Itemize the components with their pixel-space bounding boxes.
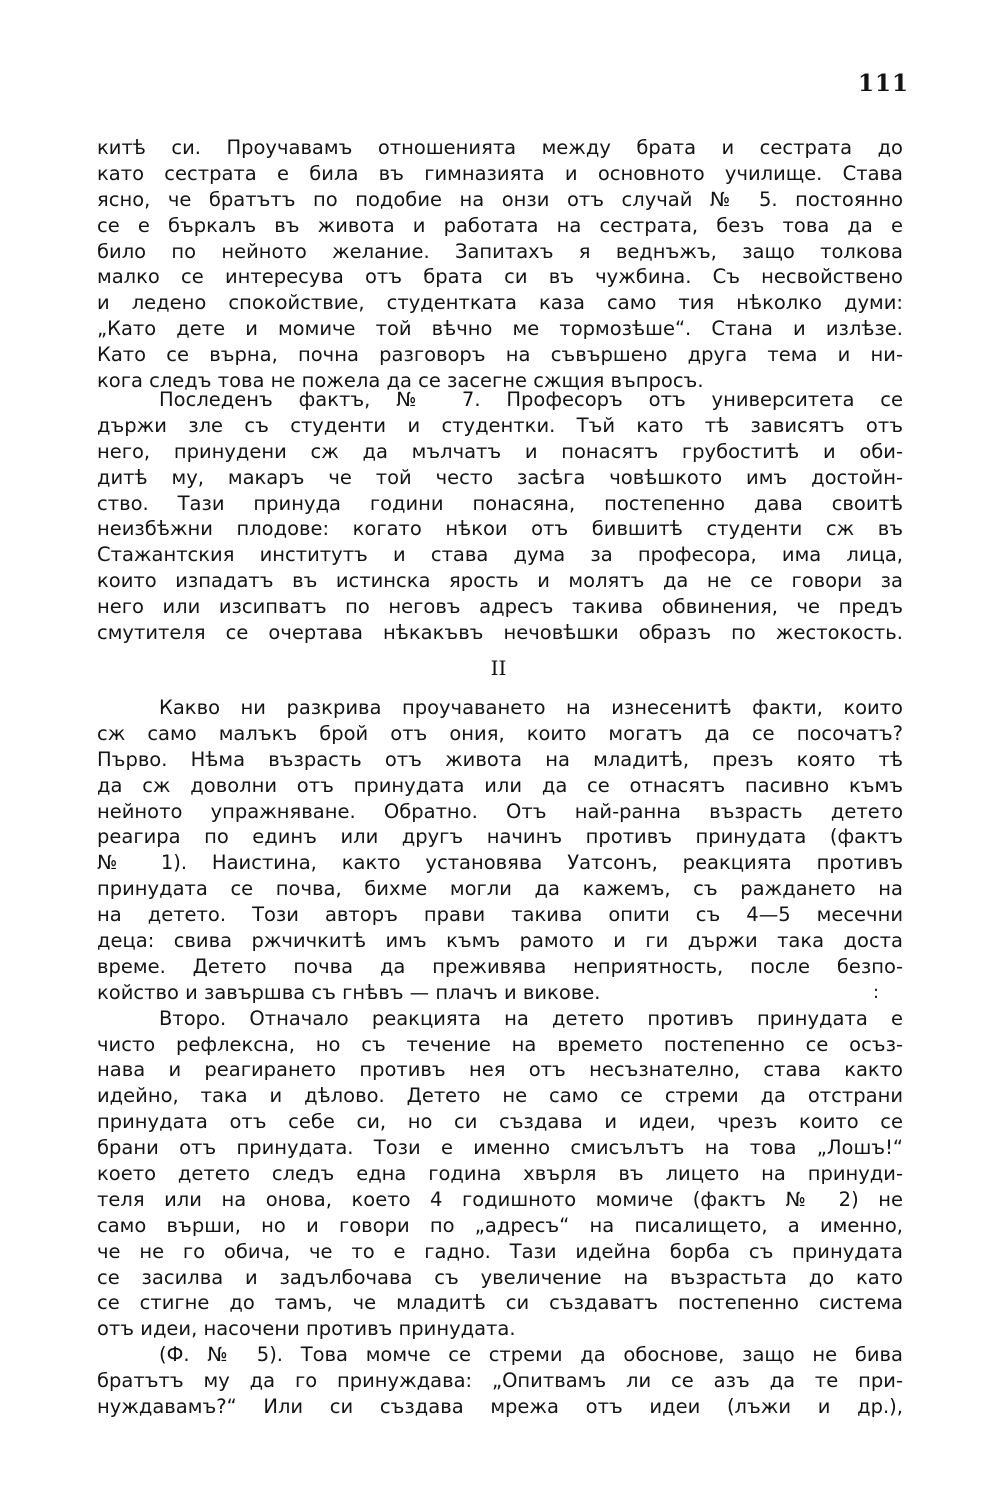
text-line: № 1). Наистина, както установява Уатсонъ, реакцията противъ	[97, 851, 903, 875]
text-line: Второ. Отначало реакцията на детето противъ принудата е	[159, 1006, 903, 1030]
text-line: да сж доволни отъ принудата или да се отнасятъ пасивно къмъ	[97, 773, 903, 797]
text-line: деца: свива ржчичкитѣ имъ къмъ рамото и ги държи така доста	[97, 929, 903, 953]
text-line: смутителя се очертава нѣкакъвъ нечовѣшки образъ по жестокость.	[97, 621, 903, 645]
text-line: което детето следъ една година хвърля въ лицето на принуди-	[97, 1162, 903, 1186]
paragraph	[97, 1006, 903, 1343]
text-line: се засилва и задълбочава съ увеличение на възрастьта до като	[97, 1265, 903, 1289]
text-line: като сестрата е била въ гимназията и основното училище. Става	[97, 161, 903, 185]
text-line: отъ идеи, насочени противъ принудата.	[97, 1317, 516, 1341]
paragraph	[97, 695, 903, 1006]
stray-print-mark: :	[873, 982, 880, 1003]
text-line: време. Детето почва да преживява неприятность, после безпо-	[97, 954, 903, 978]
text-line: нуждавамъ?“ Или си създава мрежа отъ идеи (лъжи и др.),	[97, 1395, 903, 1419]
text-line: Първо. Нѣма възрасть отъ живота на младитѣ, презъ която тѣ	[97, 747, 903, 771]
text-line: се стигне до тамъ, че младитѣ си създаватъ постепенно система	[97, 1291, 903, 1315]
text-line: китѣ си. Проучавамъ отношенията между брата и сестрата до	[97, 136, 903, 159]
text-line: малко се интересува отъ брата си въ чужбина. Съ несвойствено	[97, 265, 903, 289]
text-line: неизбѣжни плодове: когато нѣкои отъ бившитѣ студенти сж въ	[97, 517, 903, 541]
text-line: теля или на онова, което 4 годишното момиче (фактъ № 2) не	[97, 1187, 903, 1211]
text-line: койство и завършва съ гнѣвъ — плачъ и викове.	[97, 980, 601, 1004]
text-block-top	[97, 135, 903, 394]
paragraph	[97, 135, 903, 394]
text-line: Последенъ фактъ, № 7. Професоръ отъ университета се	[159, 388, 903, 411]
text-line: държи зле съ студенти и студентки. Тъй като тѣ зависятъ отъ	[97, 413, 903, 437]
text-line: на детето. Този авторъ прави такива опити съ 4—5 месечни	[97, 903, 903, 927]
text-line: него, принудени сж да мълчатъ и понасятъ грубоститѣ и оби-	[97, 439, 903, 463]
section-heading: II	[490, 656, 507, 680]
text-line: принудата отъ себе си, но си създава и идеи, чрезъ които се	[97, 1110, 903, 1134]
text-block-fact-seven	[97, 387, 903, 646]
paragraph	[97, 387, 903, 646]
text-line: чисто рефлексна, но съ течение на времето постепенно се осъз-	[97, 1032, 903, 1056]
text-line: Какво ни разкрива проучаването на изнесенитѣ факти, които	[159, 696, 903, 719]
text-line: че не го обича, че то е гадно. Тази идейна борба съ принудата	[97, 1239, 903, 1263]
text-line: нава и реагирането противъ нея отъ несъзнателно, става както	[97, 1058, 903, 1082]
text-line: нейното упражняване. Обратно. Отъ най-ранна възрасть детето	[97, 799, 903, 823]
text-line: ясно, че братътъ по подобие на онзи отъ случай № 5. постоянно	[97, 187, 903, 211]
text-line: него или изсипватъ по неговъ адресъ такива обвинения, че предъ	[97, 595, 903, 619]
text-line: „Като дете и момиче той вѣчно ме тормозѣше“. Стана и излѣзе.	[97, 317, 903, 341]
text-line: дитѣ му, макаръ че той често засѣга човѣшкото имъ достойн-	[97, 465, 903, 489]
text-line: Стажантския институтъ и става дума за професора, има лица,	[97, 543, 903, 567]
text-line: (Ф. № 5). Това момче се стреми да обоснове, защо не бива	[159, 1343, 903, 1367]
text-line: брани отъ принудата. Този е именно смисълътъ на това „Лошъ!“	[97, 1136, 903, 1160]
text-line: ство. Тази принуда години понасяна, постепенно дава своитѣ	[97, 491, 903, 515]
text-line: сж само малъкъ брой отъ ония, които могатъ да се посочатъ?	[97, 721, 903, 745]
text-line: било по нейното желание. Запитахъ я веднъжъ, защо толкова	[97, 239, 903, 263]
text-line: Като се върна, почна разговоръ на съвършено друга тема и ни-	[97, 343, 903, 367]
text-line: идейно, така и дѣлово. Детето не само се стреми да отстрани	[97, 1084, 903, 1108]
paragraph	[97, 1342, 903, 1420]
page-number: 111	[858, 70, 910, 97]
text-line: и ледено спокойствие, студентката каза само тия нѣколко думи:	[97, 291, 903, 315]
text-line: кога следъ това не пожела да се засегне сжщия въпросъ.	[97, 369, 704, 393]
text-line: братътъ му да го принуждава: „Опитвамъ ли се азъ да те при-	[97, 1369, 903, 1393]
text-line: се е бъркалъ въ живота и работата на сестрата, безъ това да е	[97, 213, 903, 237]
text-line: принудата се почва, бихме могли да кажемъ, съ раждането на	[97, 877, 903, 901]
text-line: които изпадатъ въ истинска ярость и молятъ да не се говори за	[97, 569, 903, 593]
text-block-section-two	[97, 695, 903, 1420]
text-line: реагира по единъ или другъ начинъ противъ принудата (фактъ	[97, 825, 903, 849]
text-line: само върши, но и говори по „адресъ“ на писалището, а именно,	[97, 1213, 903, 1237]
